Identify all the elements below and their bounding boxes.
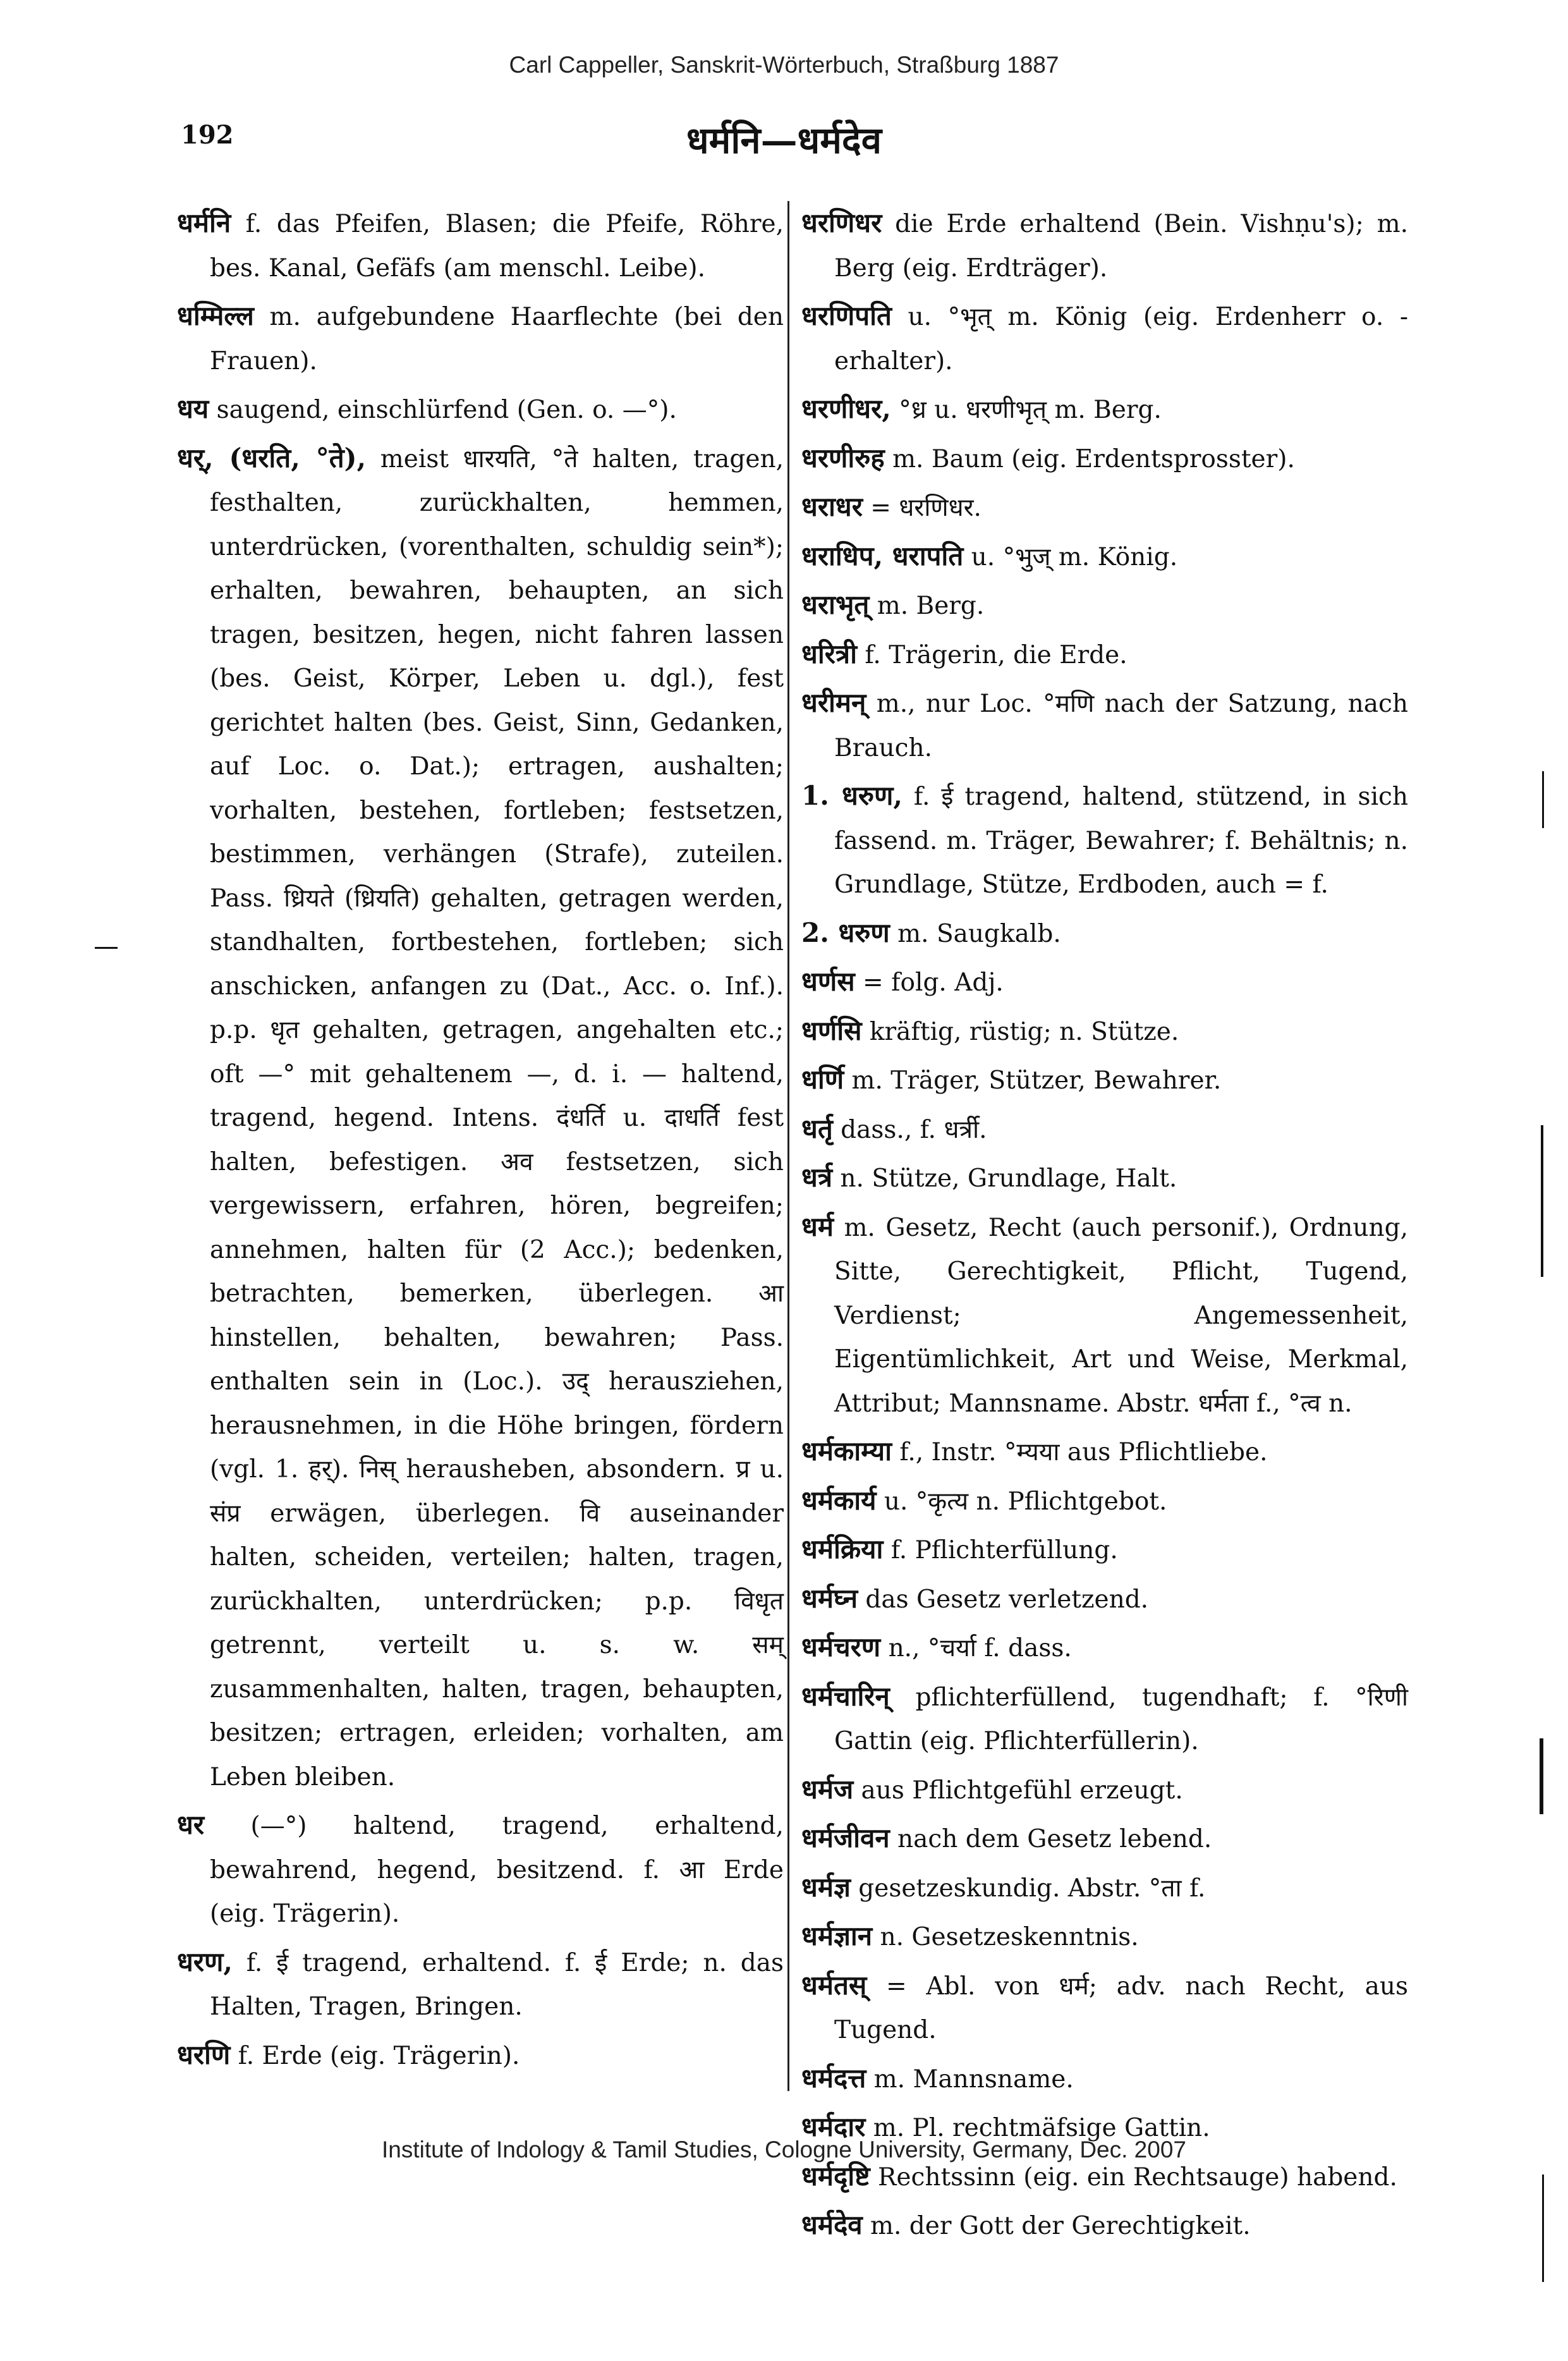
entry-headword: धराधर — [801, 491, 863, 522]
entry-definition: n. Stütze, Grundlage, Halt. — [832, 1164, 1177, 1193]
dictionary-entry — [801, 1156, 1408, 1201]
dictionary-entry — [801, 1527, 1408, 1573]
margin-mark — [1540, 1738, 1543, 1814]
dictionary-entry — [177, 2033, 784, 2078]
entry-definition: nach dem Gesetz lebend. — [889, 1825, 1212, 1853]
entry-headword: धर्मजीवन — [801, 1822, 890, 1853]
dictionary-entry — [177, 1803, 784, 1936]
entry-definition: m. Gesetz, Recht (auch personif.), Ordnung, Sitte, Gerechtigkeit, Pflicht, Tugend, Verdienst; Angemessenheit, Eigentümlichkeit, Art und Weise, Merkmal, Attribut; Mannsname. Abstr. धर्मता f., °त्व n. — [833, 1213, 1408, 1418]
dictionary-entry — [801, 534, 1408, 580]
entry-definition: n. Gesetzeskenntnis. — [872, 1923, 1139, 1951]
dictionary-entry — [801, 1865, 1408, 1911]
column-divider — [787, 201, 789, 2091]
entry-headword: धर्णस — [801, 966, 855, 997]
entry-headword: धरीमन् — [801, 687, 866, 718]
left-column — [177, 201, 784, 2091]
entry-definition: f. das Pfeifen, Blasen; die Pfeife, Röhre, bes. Kanal, Gefäfs (am menschl. Leibe). — [210, 210, 784, 283]
entry-definition: die Erde erhaltend (Bein. Vishṇu's); m. Berg (eig. Erdträger). — [834, 210, 1408, 283]
entry-definition: m. aufgebundene Haarflechte (bei den Frauen). — [210, 303, 784, 375]
dictionary-entry — [801, 1767, 1408, 1813]
entry-headword: धर्तृ — [801, 1113, 833, 1144]
dictionary-entry — [801, 911, 1408, 956]
entry-headword: धय — [177, 393, 209, 424]
entry-definition: aus Pflichtgefühl erzeugt. — [853, 1776, 1183, 1805]
dictionary-entry — [801, 387, 1408, 432]
entry-headword: धर्मदत्त — [801, 2062, 866, 2094]
page-number: 192 — [181, 120, 234, 150]
dictionary-entry — [177, 436, 784, 1800]
dictionary-entry — [801, 2056, 1408, 2102]
entry-definition: u. °भुज् m. König. — [963, 542, 1178, 571]
entry-definition: m. der Gott der Gerechtigkeit. — [862, 2212, 1251, 2240]
entry-headword: धम्मिल्ल — [177, 300, 254, 331]
dictionary-entry — [801, 1205, 1408, 1426]
dictionary-entry — [177, 294, 784, 383]
entry-headword: धर्मचारिन् — [801, 1680, 890, 1712]
dictionary-entry — [177, 1940, 784, 2029]
entry-headword: धरणीरुह — [801, 442, 885, 473]
entry-definition: m. Saugkalb. — [889, 919, 1061, 948]
right-column — [801, 201, 1408, 2240]
entry-headword: धराभृत् — [801, 589, 870, 620]
entry-definition: f. Trägerin, die Erde. — [856, 640, 1127, 669]
entry-definition: pflichterfüllend, tugendhaft; f. °रिणी Gattin (eig. Pflichterfüllerin). — [834, 1683, 1408, 1755]
footer-source: Institute of Indology & Tamil Studies, Cologne University, Germany, Dec. 2007 — [381, 2137, 1186, 2163]
entry-headword: धर्मघ्न — [801, 1582, 858, 1614]
dictionary-entry — [801, 960, 1408, 1005]
entry-definition: m. Berg. — [869, 592, 985, 620]
entry-definition: = Abl. von धर्म; adv. nach Recht, aus Tugend. — [834, 1972, 1408, 2044]
entry-definition: dass., f. धर्त्री. — [832, 1115, 987, 1144]
dictionary-entry — [801, 1914, 1408, 1960]
entry-headword: धर्णसि — [801, 1015, 862, 1046]
entry-definition: = धरणिधर. — [862, 494, 982, 522]
entry-headword: धर्मज्ञ — [801, 1871, 851, 1903]
dictionary-entry — [801, 1675, 1408, 1764]
entry-headword: धरण, — [177, 1946, 233, 1977]
dictionary-entry — [177, 201, 784, 290]
entry-headword: धर — [177, 1809, 205, 1840]
entry-headword: धरित्री — [801, 638, 857, 669]
entry-definition: m., nur Loc. °मणि nach der Satzung, nach Brauch. — [834, 690, 1408, 762]
entry-definition: f. Erde (eig. Trägerin). — [230, 2041, 520, 2070]
entry-headword: धरणिधर — [801, 207, 882, 238]
entry-headword: धर्मज — [801, 1773, 854, 1805]
entry-definition: f. Pflichterfüllung. — [883, 1536, 1118, 1565]
header-source: Carl Cappeller, Sanskrit-Wörterbuch, Straßburg 1887 — [509, 52, 1059, 78]
dictionary-entry — [801, 436, 1408, 482]
running-head: धर्मनि—धर्मदेव — [686, 119, 882, 162]
entry-headword: धरणिपति — [801, 300, 892, 331]
entry-definition: n., °चर्या f. dass. — [880, 1634, 1072, 1662]
dictionary-entry — [801, 294, 1408, 383]
entry-definition: m. Mannsname. — [866, 2065, 1074, 2094]
entry-definition: f. ई tragend, erhaltend. f. ई Erde; n. das Halten, Tragen, Bringen. — [210, 1948, 784, 2021]
entry-definition: das Gesetz verletzend. — [858, 1585, 1149, 1614]
margin-mark — [1541, 1125, 1543, 1277]
dictionary-entry — [801, 201, 1408, 290]
entry-headword: धर्मकाम्या — [801, 1436, 892, 1467]
entry-headword: धर्मकार्य — [801, 1484, 877, 1516]
entry-definition: Rechtssinn (eig. ein Rechtsauge) habend. — [870, 2163, 1397, 2192]
dictionary-entry — [801, 1577, 1408, 1622]
entry-headword: धर्मज्ञान — [801, 1920, 873, 1951]
dictionary-entry — [801, 1479, 1408, 1524]
entry-headword: धरणीधर, — [801, 393, 891, 424]
dictionary-entry — [801, 1009, 1408, 1054]
dictionary-entry — [177, 387, 784, 432]
entry-headword: धर्णि — [801, 1064, 844, 1095]
entry-definition: f., Instr. °म्यया aus Pflichtliebe. — [891, 1438, 1268, 1467]
dictionary-entry — [801, 1058, 1408, 1103]
dictionary-entry — [801, 1816, 1408, 1862]
dictionary-entry — [801, 1107, 1408, 1152]
dictionary-entry — [801, 681, 1408, 770]
entry-headword: धर्मदृष्टि — [801, 2160, 870, 2192]
entry-headword: धराधिप, धरापति — [801, 540, 964, 571]
margin-mark — [1542, 771, 1544, 828]
dictionary-entry — [801, 485, 1408, 530]
dictionary-entry — [801, 583, 1408, 628]
entry-definition: saugend, einschlürfend (Gen. o. —°). — [209, 396, 677, 424]
entry-headword: धर्म — [801, 1211, 834, 1242]
entry-headword: धर्, (धरति, °ते), — [177, 442, 367, 473]
entry-headword: धर्मदेव — [801, 2209, 863, 2240]
entry-definition: kräftig, rüstig; n. Stütze. — [861, 1017, 1179, 1046]
entry-headword: धर्मदार — [801, 2111, 866, 2142]
entry-definition: u. °कृत्य n. Pflichtgebot. — [876, 1487, 1167, 1516]
entry-headword: 1. धरुण, — [801, 780, 903, 811]
entry-definition: = folg. Adj. — [854, 968, 1004, 997]
margin-mark — [1542, 2175, 1544, 2282]
entry-definition: f. ई tragend, haltend, stützend, in sich fassend. m. Träger, Bewahrer; f. Behältnis; n. Grundlage, Stütze, Erdboden, auch = f. — [834, 783, 1408, 899]
entry-headword: धर्मनि — [177, 207, 231, 238]
entry-definition: m. Pl. rechtmäfsige Gattin. — [865, 2114, 1210, 2142]
entry-headword: 2. धरुण — [801, 917, 890, 948]
dictionary-entry — [801, 632, 1408, 678]
entry-headword: धर्त्र — [801, 1162, 833, 1193]
entry-headword: धर्मचरण — [801, 1632, 881, 1662]
dictionary-entry — [801, 774, 1408, 907]
entry-definition: (—°) haltend, tragend, erhaltend, bewahrend, hegend, besitzend. f. आ Erde (eig. Trägerin). — [204, 1812, 784, 1928]
dictionary-entry — [801, 1429, 1408, 1475]
entry-definition: °ध्र u. धरणीभृत् m. Berg. — [890, 396, 1162, 424]
entry-definition: u. °भृत् m. König (eig. Erdenherr o. -erhalter). — [834, 303, 1408, 375]
entry-definition: meist धारयति, °ते halten, tragen, festhalten, zurückhalten, hemmen, unterdrücken, (vorenthalten, schuldig sein*); erhalten, bewahren, behaupten, an sich tragen, besitzen, hegen, nicht fahren lassen (bes. Geist, Körper, Leben u. dgl.), fest gerichtet halten (bes. Geist, Sinn, Gedanken, auf Loc. o. Dat.); ertragen, aushalten; vorhalten, bestehen, fortleben; festsetzen, bestimmen, verhängen (Strafe), zuteilen. Pass. ध्रियते (ध्रियति) gehalten, getragen werden, standhalten, fortbestehen, fortleben; sich anschicken, anfangen zu (Dat., Acc. o. Inf.). p.p. धृत gehalten, getragen, angehalten etc.; oft —° mit gehaltenem —, d. i. — haltend, tragend, hegend. Intens. दंधर्ति u. दाधर्ति fest halten, befestigen. अव festsetzen, sich vergewissern, erfahren, hören, begreifen; annehmen, halten für (2 Acc.); bedenken, betrachten, bemerken, überlegen. आ hinstellen, behalten, bewahren; Pass. enthalten sein in (Loc.). उद् herausziehen, herausnehmen, in die Höhe bringen, fördern (vgl. 1. हर्). निस् herausheben, absondern. प्र u. संप्र erwägen, überlegen. वि auseinander halten, scheiden, verteilen; halten, tragen, zurückhalten, unterdrücken; p.p. विधृत getrennt, verteilt u. s. w. सम् zusammenhalten, halten, tragen, behaupten, besitzen; ertragen, erleiden; vorhalten, am Leben bleiben. — [210, 444, 784, 1791]
entry-definition: m. Baum (eig. Erdentsprosster). — [884, 444, 1295, 473]
dictionary-entry — [801, 1625, 1408, 1671]
dictionary-entry — [801, 1963, 1408, 2053]
entry-headword: धर्मतस् — [801, 1969, 867, 2001]
entry-headword: धर्मक्रिया — [801, 1534, 884, 1565]
entry-definition: m. Träger, Stützer, Bewahrer. — [844, 1066, 1222, 1095]
dictionary-entry — [801, 2203, 1408, 2248]
margin-mark — [95, 947, 118, 949]
entry-definition: gesetzeskundig. Abstr. °ता f. — [850, 1874, 1206, 1903]
entry-headword: धरणि — [177, 2039, 231, 2070]
